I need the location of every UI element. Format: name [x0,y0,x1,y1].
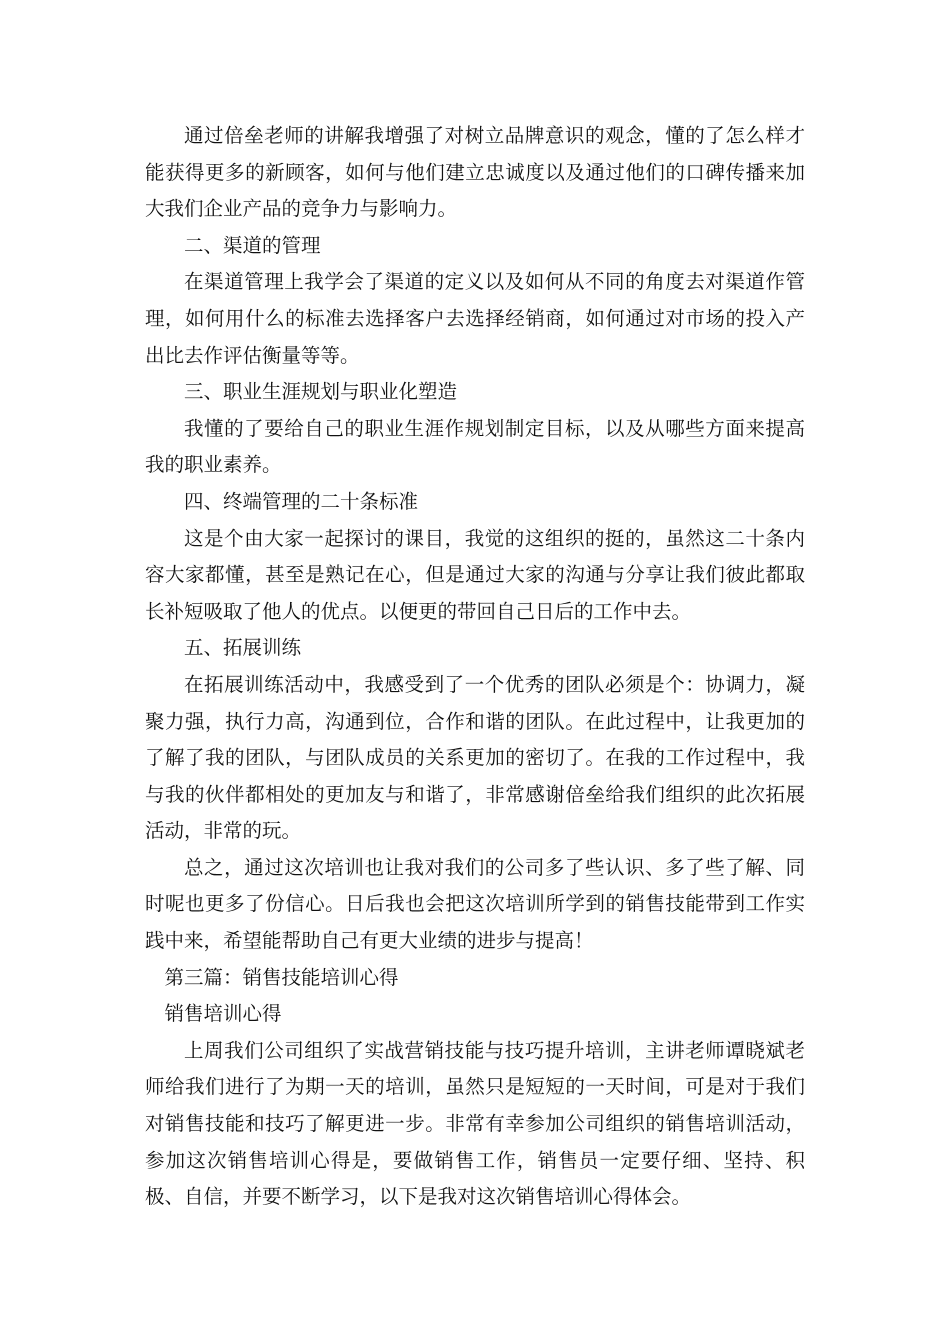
paragraph-channel-management: 在渠道管理上我学会了渠道的定义以及如何从不同的角度去对渠道作管理，如何用什么的标准去选择客户去选择经销商，如何通过对市场的投入产出比去作评估衡量等等。 [145,270,805,367]
chapter-title: 第三篇：销售技能培训心得 [164,965,399,989]
section-number: 四、 [184,489,224,513]
section-title: 拓展训练 [223,636,302,660]
section-number: 五、 [184,636,224,660]
section-heading-career-planning [145,374,805,411]
paragraph-brand-awareness: 通过倍垒老师的讲解我增强了对树立品牌意识的观念，懂的了怎么样才能获得更多的新顾客，如何与他们建立忠诚度以及通过他们的口碑传播来加大我们企业产品的竞争力与影响力。 [145,124,805,221]
document-body [145,118,805,1216]
section-number: 二、 [184,233,224,257]
article-title: 销售培训心得 [164,1002,282,1026]
paragraph-career-planning: 我懂的了要给自己的职业生涯作规划制定目标，以及从哪些方面来提高我的职业素养。 [145,416,805,477]
paragraph-sales-training: 上周我们公司组织了实战营销技能与技巧提升培训，主讲老师谭晓斌老师给我们进行了为期一天的培训，虽然只是短短的一天时间，可是对于我们对销售技能和技巧了解更进一步。非常有幸参加公司组织的销售培训活动，参加这次销售培训心得是，要做销售工作，销售员一定要仔细、坚持、积极、自信，并要不断学习，以下是我对这次销售培训心得体会。 [145,1038,805,1209]
section-title: 渠道的管理 [223,233,321,257]
paragraph-outward-training: 在拓展训练活动中，我感受到了一个优秀的团队必须是个：协调力，凝聚力强，执行力高，沟通到位，合作和谐的团队。在此过程中，让我更加的了解了我的团队，与团队成员的关系更加的密切了。在我的工作过程中，我与我的伙伴都相处的更加友与和谐了，非常感谢倍垒给我们组织的此次拓展活动，非常的玩。 [145,672,805,843]
section-heading-outward-training [145,630,805,667]
section-number: 三、 [184,380,224,404]
paragraph-terminal-standards: 这是个由大家一起探讨的课目，我觉的这组织的挺的，虽然这二十条内容大家都懂，甚至是熟记在心，但是通过大家的沟通与分享让我们彼此都取长补短吸取了他人的优点。以便更的带回自己日后的工作中去。 [145,526,805,623]
section-title: 职业生涯规划与职业化塑造 [223,380,458,404]
section-heading-channel-management [145,228,805,265]
paragraph-summary: 总之，通过这次培训也让我对我们的公司多了些认识、多了些了解、同时呢也更多了份信心。日后我也会把这次培训所学到的销售技能带到工作实践中来，希望能帮助自己有更大业绩的进步与提高！ [145,855,805,953]
section-heading-terminal-standards [145,484,805,521]
section-title: 终端管理的二十条标准 [223,489,419,513]
